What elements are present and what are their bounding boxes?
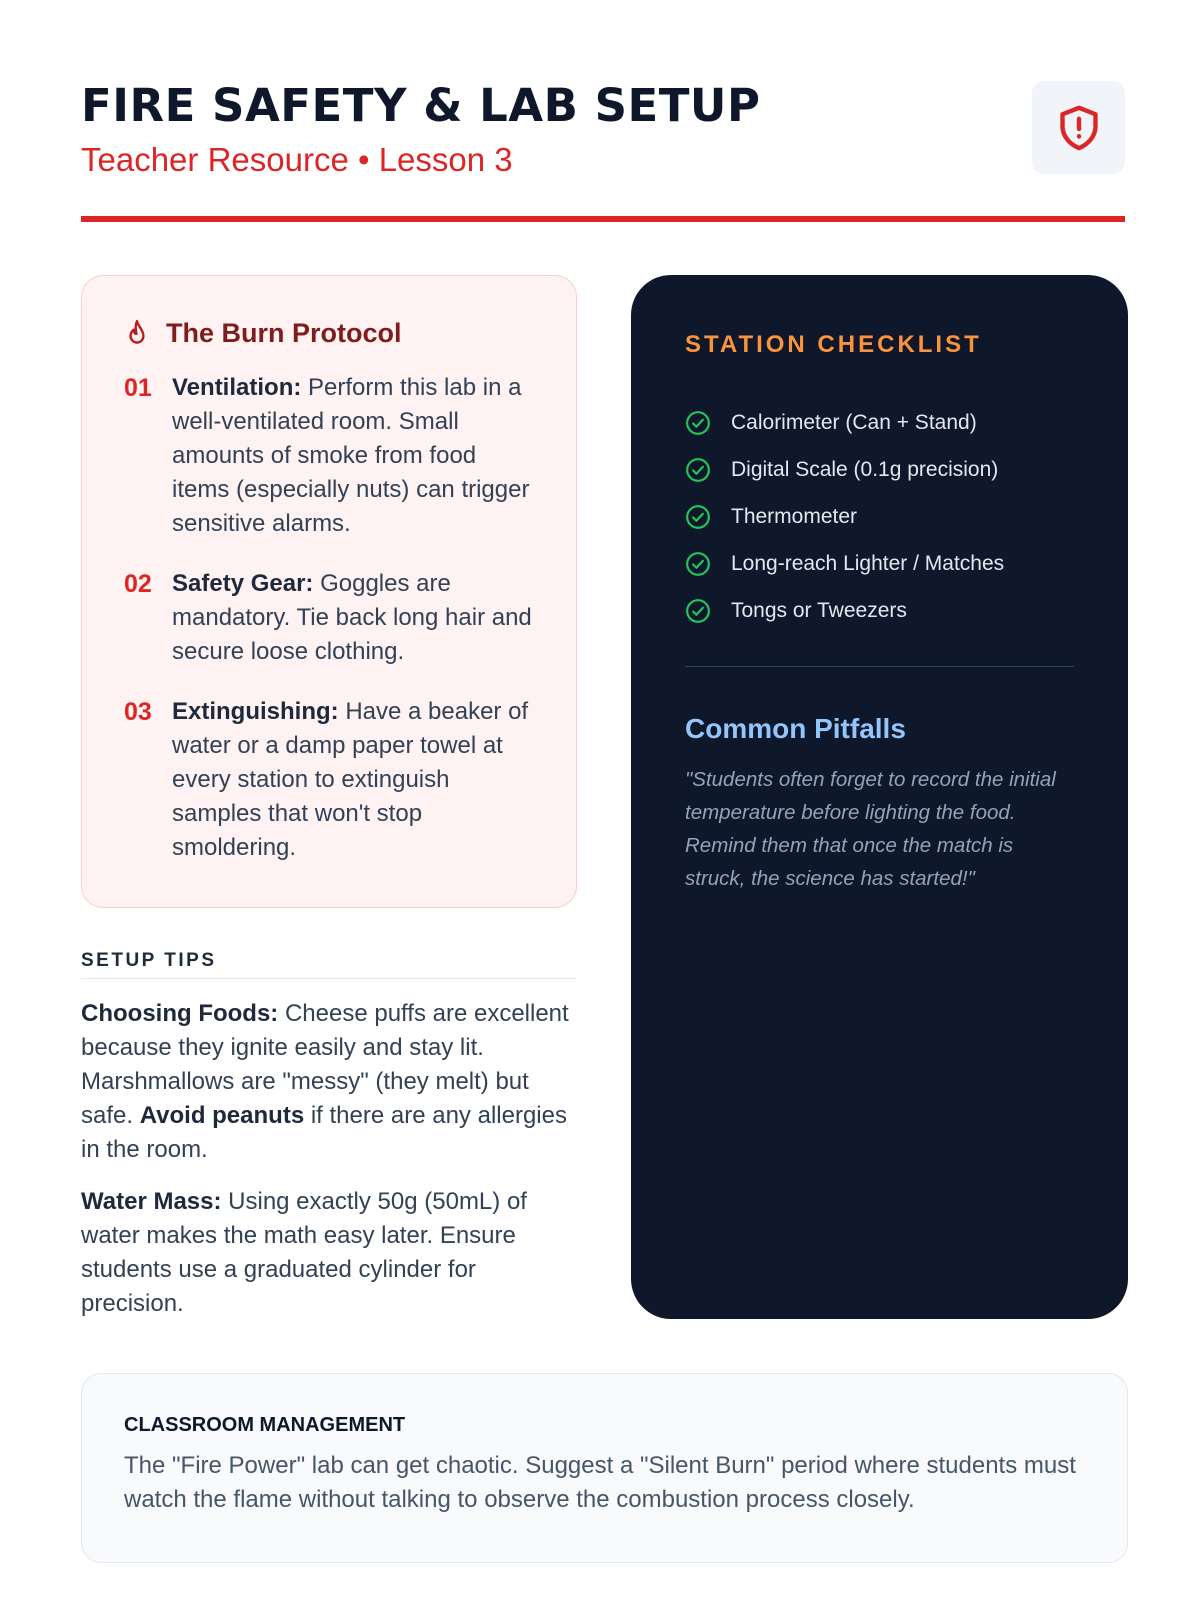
shield-alert-icon — [1057, 104, 1101, 152]
tip-body: if there are any allergies in the room. — [81, 1102, 567, 1163]
pitfalls-heading: Common Pitfalls — [685, 713, 906, 744]
step-body: Have a beaker of water or a damp paper towel at every station to extinguish samples that won't stop smoldering. — [172, 698, 529, 861]
step-text — [172, 695, 536, 865]
burn-protocol-card — [81, 275, 577, 908]
checklist-heading: STATION CHECKLIST — [685, 331, 982, 358]
tip-emphasis: Avoid peanuts — [139, 1102, 305, 1129]
tip-body: Using exactly 50g (50mL) of water makes the math easy later. Ensure students use a graduated cylinder for precision. — [81, 1188, 527, 1317]
checklist-item-label: Long-reach Lighter / Matches — [731, 551, 1005, 575]
station-checklist-panel — [631, 275, 1128, 1319]
checklist-item-label: Thermometer — [731, 504, 858, 528]
step-number: 02 — [124, 570, 152, 598]
protocol-step — [124, 371, 536, 541]
flame-icon — [124, 319, 150, 349]
check-circle-icon — [685, 598, 711, 624]
step-label: Safety Gear: — [172, 570, 314, 597]
tip-label: Choosing Foods: — [81, 1000, 279, 1027]
step-text — [172, 567, 536, 669]
protocol-step — [124, 567, 536, 669]
check-circle-icon — [685, 551, 711, 577]
tip-choosing-foods — [81, 997, 577, 1167]
page-header — [81, 78, 1125, 222]
list-item — [685, 587, 1074, 634]
checklist-item-label: Calorimeter (Can + Stand) — [731, 410, 977, 434]
protocol-header — [124, 318, 536, 349]
tip-label: Water Mass: — [81, 1188, 222, 1215]
check-circle-icon — [685, 504, 711, 530]
checklist-divider — [685, 666, 1074, 667]
list-item — [685, 446, 1074, 493]
check-circle-icon — [685, 410, 711, 436]
page-title: FIRE SAFETY & LAB SETUP — [81, 79, 761, 132]
protocol-step — [124, 695, 536, 865]
setup-tips-heading: SETUP TIPS — [81, 950, 577, 979]
checklist-items — [685, 399, 1074, 634]
step-label: Extinguishing: — [172, 698, 339, 725]
list-item — [685, 540, 1074, 587]
pitfalls-quote: "Students often forget to record the initial temperature before lighting the food. Remind them that once the match is struck, the science has started!" — [685, 768, 1056, 890]
step-label: Ventilation: — [172, 374, 302, 401]
shield-badge — [1032, 81, 1125, 174]
checklist-item-label: Digital Scale (0.1g precision) — [731, 457, 999, 481]
step-body: Perform this lab in a well-ventilated room. Small amounts of smoke from food items (especially nuts) can trigger sensitive alarms. — [172, 374, 530, 537]
list-item — [685, 493, 1074, 540]
step-number: 03 — [124, 698, 152, 726]
check-circle-icon — [685, 457, 711, 483]
step-text — [172, 371, 536, 541]
management-heading: CLASSROOM MANAGEMENT — [124, 1414, 406, 1436]
classroom-management-card — [81, 1373, 1128, 1563]
step-body: Goggles are mandatory. Tie back long hair and secure loose clothing. — [172, 570, 532, 665]
checklist-item-label: Tongs or Tweezers — [731, 598, 907, 622]
step-number: 01 — [124, 374, 152, 402]
management-text: The "Fire Power" lab can get chaotic. Suggest a "Silent Burn" period where students must watch the flame without talking to observe the combustion process closely. — [124, 1452, 1076, 1513]
tip-water-mass — [81, 1185, 577, 1321]
protocol-title: The Burn Protocol — [166, 318, 402, 348]
list-item — [685, 399, 1074, 446]
tip-body: Cheese puffs are excellent because they ignite easily and stay lit. Marshmallows are "messy" (they melt) but safe. — [81, 1000, 569, 1129]
setup-tips-section — [81, 950, 577, 1321]
page-subtitle: Teacher Resource • Lesson 3 — [81, 141, 513, 178]
